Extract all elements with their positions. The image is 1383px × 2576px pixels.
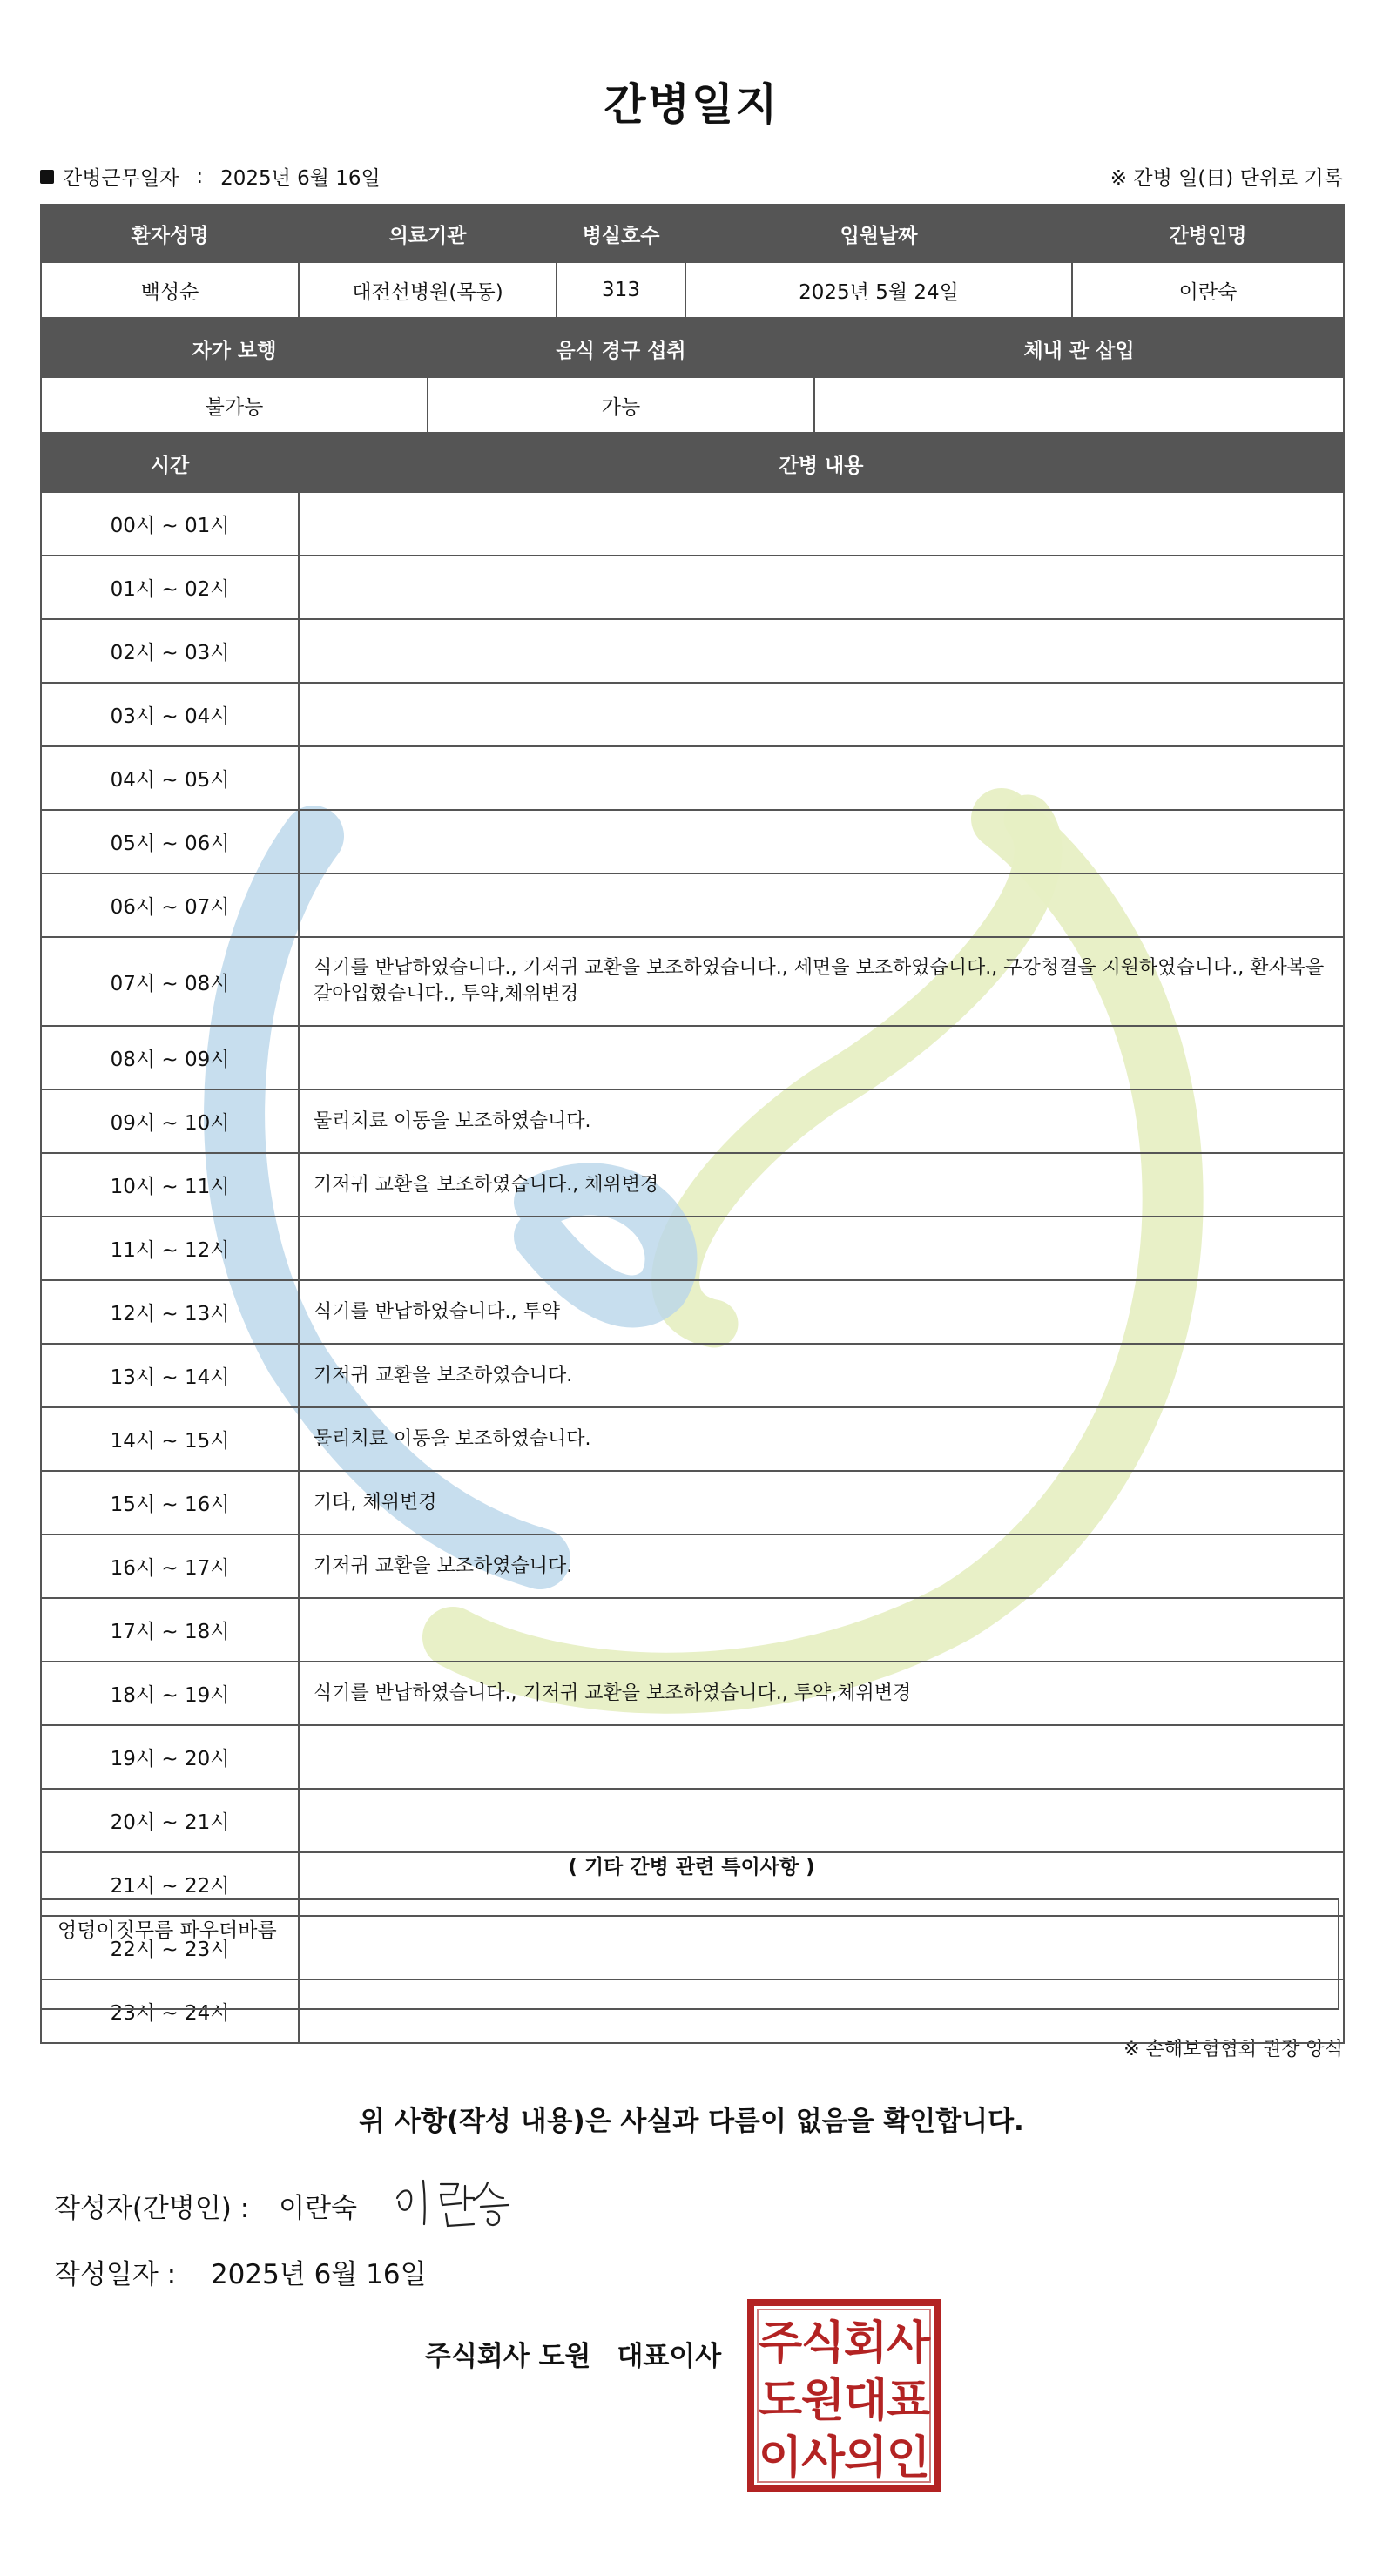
patient-info-table xyxy=(40,204,1345,319)
log-content-cell: 기저귀 교환을 보조하였습니다. xyxy=(299,1534,1344,1598)
log-row xyxy=(41,1217,1344,1280)
log-row xyxy=(41,556,1344,619)
log-content-cell xyxy=(299,1789,1344,1852)
status-header-row xyxy=(41,320,1344,377)
log-time-cell: 08시 ~ 09시 xyxy=(41,1026,299,1089)
bullet-square-icon xyxy=(40,170,54,184)
seal-character: 대 xyxy=(843,2375,888,2427)
log-row xyxy=(41,1407,1344,1471)
log-time-cell: 13시 ~ 14시 xyxy=(41,1344,299,1407)
patient-name: 백성순 xyxy=(41,262,299,318)
caregiver-name: 이란숙 xyxy=(1072,262,1344,318)
log-row xyxy=(41,1089,1344,1153)
company-name: 주식회사 도원 xyxy=(425,2341,591,2372)
log-content-cell xyxy=(299,1598,1344,1662)
log-time-cell: 18시 ~ 19시 xyxy=(41,1662,299,1725)
log-time-cell: 03시 ~ 04시 xyxy=(41,683,299,746)
oral-intake-value: 가능 xyxy=(428,377,814,433)
log-content-cell: 식기를 반납하였습니다., 투약 xyxy=(299,1280,1344,1344)
log-content-cell xyxy=(299,1725,1344,1789)
header-room-number: 병실호수 xyxy=(557,205,685,262)
log-row xyxy=(41,937,1344,1026)
patient-status-table xyxy=(40,319,1345,434)
log-row xyxy=(41,1344,1344,1407)
log-row xyxy=(41,810,1344,873)
company-title: 대표이사 xyxy=(617,2341,722,2372)
log-row xyxy=(41,1280,1344,1344)
log-time-cell: 22시 ~ 23시 xyxy=(41,1916,299,1979)
seal-character: 인 xyxy=(886,2432,931,2485)
log-content-cell xyxy=(299,810,1344,873)
log-content-cell xyxy=(299,683,1344,746)
writer-name: 이란숙 xyxy=(279,2193,358,2224)
log-time-cell: 12시 ~ 13시 xyxy=(41,1280,299,1344)
log-time-cell: 21시 ~ 22시 xyxy=(41,1852,299,1916)
seal-character: 표 xyxy=(886,2375,931,2427)
log-content-cell xyxy=(299,1217,1344,1280)
header-care-content: 간병 내용 xyxy=(299,435,1344,492)
company-signature-line xyxy=(425,2334,721,2373)
log-row xyxy=(41,683,1344,746)
form-note: ※ 손해보험협회 권장 양식 xyxy=(1123,2039,1343,2060)
notes-title: ( 기타 간병 관련 특이사항 ) xyxy=(568,1856,815,1878)
work-date-value: 2025년 6월 16일 xyxy=(220,167,381,190)
seal-character: 사 xyxy=(886,2317,931,2370)
log-content-cell xyxy=(299,619,1344,683)
seal-character: 사 xyxy=(800,2432,846,2485)
log-row xyxy=(41,1789,1344,1852)
log-time-cell: 07시 ~ 08시 xyxy=(41,937,299,1026)
tube-insertion-value xyxy=(814,377,1344,433)
log-content-cell: 물리치료 이동을 보조하였습니다. xyxy=(299,1089,1344,1153)
log-content-cell xyxy=(299,1026,1344,1089)
seal-character: 주 xyxy=(758,2317,803,2370)
log-time-cell: 02시 ~ 03시 xyxy=(41,619,299,683)
seal-character: 도 xyxy=(758,2375,803,2427)
log-content-cell xyxy=(299,873,1344,937)
log-content-cell: 식기를 반납하였습니다., 기저귀 교환을 보조하였습니다., 투약,체위변경 xyxy=(299,1662,1344,1725)
header-self-walking: 자가 보행 xyxy=(41,320,428,377)
log-row xyxy=(41,1153,1344,1217)
work-date-group xyxy=(40,162,381,191)
log-row xyxy=(41,1725,1344,1789)
header-caregiver-name: 간병인명 xyxy=(1072,205,1344,262)
log-row xyxy=(41,492,1344,556)
admission-date: 2025년 5월 24일 xyxy=(685,262,1072,318)
seal-character: 식 xyxy=(800,2317,846,2370)
handwritten-signature xyxy=(390,2172,530,2233)
log-row xyxy=(41,1662,1344,1725)
header-hospital: 의료기관 xyxy=(299,205,557,262)
confirmation-statement: 위 사항(작성 내용)은 사실과 다름이 없음을 확인합니다. xyxy=(359,2106,1024,2137)
log-content-cell: 기저귀 교환을 보조하였습니다., 체위변경 xyxy=(299,1153,1344,1217)
unit-note: ※ 간병 일(日) 단위로 기록 xyxy=(1110,167,1343,190)
header-tube-insertion: 체내 관 삽입 xyxy=(814,320,1344,377)
status-value-row xyxy=(41,377,1344,433)
log-time-cell: 06시 ~ 07시 xyxy=(41,873,299,937)
written-date-row xyxy=(54,2252,427,2291)
log-row xyxy=(41,873,1344,937)
care-log-table xyxy=(40,434,1345,2044)
page-title: 간병일지 xyxy=(604,79,779,130)
self-walking-value: 불가능 xyxy=(41,377,428,433)
log-time-cell: 01시 ~ 02시 xyxy=(41,556,299,619)
log-time-cell: 20시 ~ 21시 xyxy=(41,1789,299,1852)
log-body xyxy=(41,492,1344,2043)
log-time-cell: 11시 ~ 12시 xyxy=(41,1217,299,1280)
writer-label: 작성자(간병인) : xyxy=(54,2193,250,2224)
header-oral-intake: 음식 경구 섭취 xyxy=(428,320,814,377)
work-date-separator: : xyxy=(196,165,204,188)
log-row xyxy=(41,1471,1344,1534)
log-row xyxy=(41,619,1344,683)
notes-box: 엉덩이짓무름 파우더바름 xyxy=(40,1898,1339,2010)
header-admission-date: 입원날짜 xyxy=(685,205,1072,262)
log-time-cell: 23시 ~ 24시 xyxy=(41,1979,299,2043)
log-time-cell: 09시 ~ 10시 xyxy=(41,1089,299,1153)
log-row xyxy=(41,1534,1344,1598)
seal-character: 이 xyxy=(758,2432,803,2485)
company-seal-stamp xyxy=(747,2299,941,2492)
written-date-value: 2025년 6월 16일 xyxy=(210,2259,427,2290)
patient-info-header-row xyxy=(41,205,1344,262)
log-content-cell: 물리치료 이동을 보조하였습니다. xyxy=(299,1407,1344,1471)
seal-character: 의 xyxy=(843,2432,888,2485)
log-content-cell: 기저귀 교환을 보조하였습니다. xyxy=(299,1344,1344,1407)
patient-info-value-row xyxy=(41,262,1344,318)
log-content-cell: 식기를 반납하였습니다., 기저귀 교환을 보조하였습니다., 세면을 보조하였습니다., 구강청결을 지원하였습니다., 환자복을 갈아입혔습니다., 투약,체위변경 xyxy=(299,937,1344,1026)
log-row xyxy=(41,1026,1344,1089)
log-time-cell: 15시 ~ 16시 xyxy=(41,1471,299,1534)
writer-row xyxy=(54,2186,357,2225)
log-content-cell: 기타, 체위변경 xyxy=(299,1471,1344,1534)
log-time-cell: 00시 ~ 01시 xyxy=(41,492,299,556)
meta-row xyxy=(40,162,1343,192)
log-content-cell xyxy=(299,492,1344,556)
log-time-cell: 19시 ~ 20시 xyxy=(41,1725,299,1789)
log-content-cell xyxy=(299,746,1344,810)
log-content-cell xyxy=(299,556,1344,619)
log-time-cell: 10시 ~ 11시 xyxy=(41,1153,299,1217)
work-date-label: 간병근무일자 xyxy=(63,167,179,190)
seal-character: 회 xyxy=(843,2317,888,2370)
seal-character: 원 xyxy=(800,2375,846,2427)
room-number: 313 xyxy=(557,262,685,318)
log-time-cell: 14시 ~ 15시 xyxy=(41,1407,299,1471)
written-date-label: 작성일자 : xyxy=(54,2259,177,2290)
log-row xyxy=(41,1598,1344,1662)
log-time-cell: 16시 ~ 17시 xyxy=(41,1534,299,1598)
log-time-cell: 04시 ~ 05시 xyxy=(41,746,299,810)
log-row xyxy=(41,746,1344,810)
header-time: 시간 xyxy=(41,435,299,492)
log-time-cell: 17시 ~ 18시 xyxy=(41,1598,299,1662)
log-header-row xyxy=(41,435,1344,492)
hospital-name: 대전선병원(목동) xyxy=(299,262,557,318)
log-time-cell: 05시 ~ 06시 xyxy=(41,810,299,873)
header-patient-name: 환자성명 xyxy=(41,205,299,262)
